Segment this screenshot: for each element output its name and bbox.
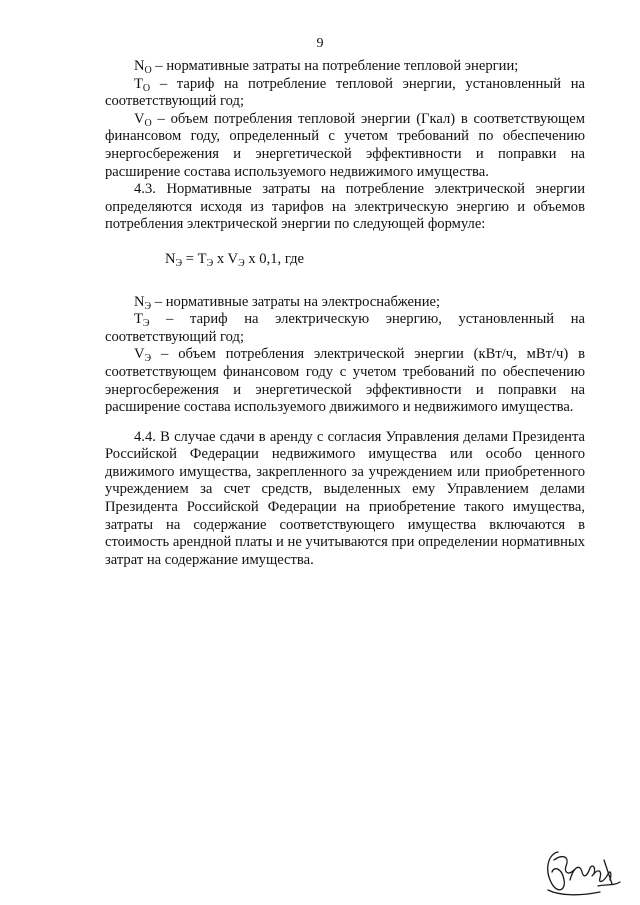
electricity-tariff-definition [105,311,585,346]
symbol: V [134,346,145,363]
symbol: T [134,311,143,328]
definition-text: – нормативные затраты на электроснабжение; [151,293,441,310]
symbol-subscript: Э [144,300,152,312]
symbol-subscript: Э [144,353,152,365]
electricity-norm-definition [105,294,585,312]
definition-text: – тариф на электрическую энергию, установленный на соответствующий год; [105,311,585,345]
symbol-subscript: Э [142,318,150,330]
formula-subscript: Э [175,257,183,269]
formula-subscript: Э [206,257,214,269]
symbol-subscript: O [144,65,152,76]
heat-volume-definition [105,111,585,181]
heat-tariff-definition [105,76,585,111]
formula-symbol: N [165,250,176,267]
definition-text: – объем потребления электрической энергии (кВт/ч, мВт/ч) в соответствующем финансовом году с учетом требований по обеспечению энергосбережения и энергетической эффективности и поправки на расширение состава используемого движимого и недвижимого имущества. [105,346,585,416]
formula-part: = T [182,250,207,267]
document-body [105,58,585,569]
handwritten-signature [540,840,622,900]
symbol-subscript: O [144,117,152,129]
definition-text: – нормативные затраты на потребление тепловой энергии; [151,58,519,74]
page-number: 9 [316,36,324,51]
formula-part: x V [213,250,239,267]
symbol: N [134,58,145,74]
symbol: N [134,293,145,310]
definition-text: – тариф на потребление тепловой энергии, установленный на соответствующий год; [105,75,585,110]
symbol: V [134,110,145,127]
heat-norm-definition [105,58,585,76]
electricity-volume-definition [105,346,585,416]
symbol: T [134,75,143,92]
symbol-subscript: O [142,82,151,94]
electricity-formula [165,251,585,269]
formula-part: x 0,1, где [244,250,304,267]
definition-text: – объем потребления тепловой энергии (Гкал) в соответствующем финансовом году, определенный с учетом требований по обеспечению энергосбережения и энергетической эффективности и поправки на расширение состава используемого недвижимого имущества. [105,110,585,180]
paragraph-4-3: 4.3. Нормативные затраты на потребление электрической энергии определяются исходя из тарифов на электрическую энергию и объемов потребления электрической энергии по следующей формуле: [105,181,585,233]
formula-subscript: Э [238,257,245,269]
paragraph-4-4: 4.4. В случае сдачи в аренду с согласия Управления делами Президента Российской Федерации недвижимого имущества или особо ценного движимого имущества, закрепленного за учреждением или приобретенного учреждением за счет средств, выделенных ему Управлением делами Президента Российской Федерации на приобретение такого имущества, затраты на содержание соответствующего имущества включаются в стоимость арендной платы и не учитываются при определении нормативных затрат на содержание имущества. [105,428,585,568]
